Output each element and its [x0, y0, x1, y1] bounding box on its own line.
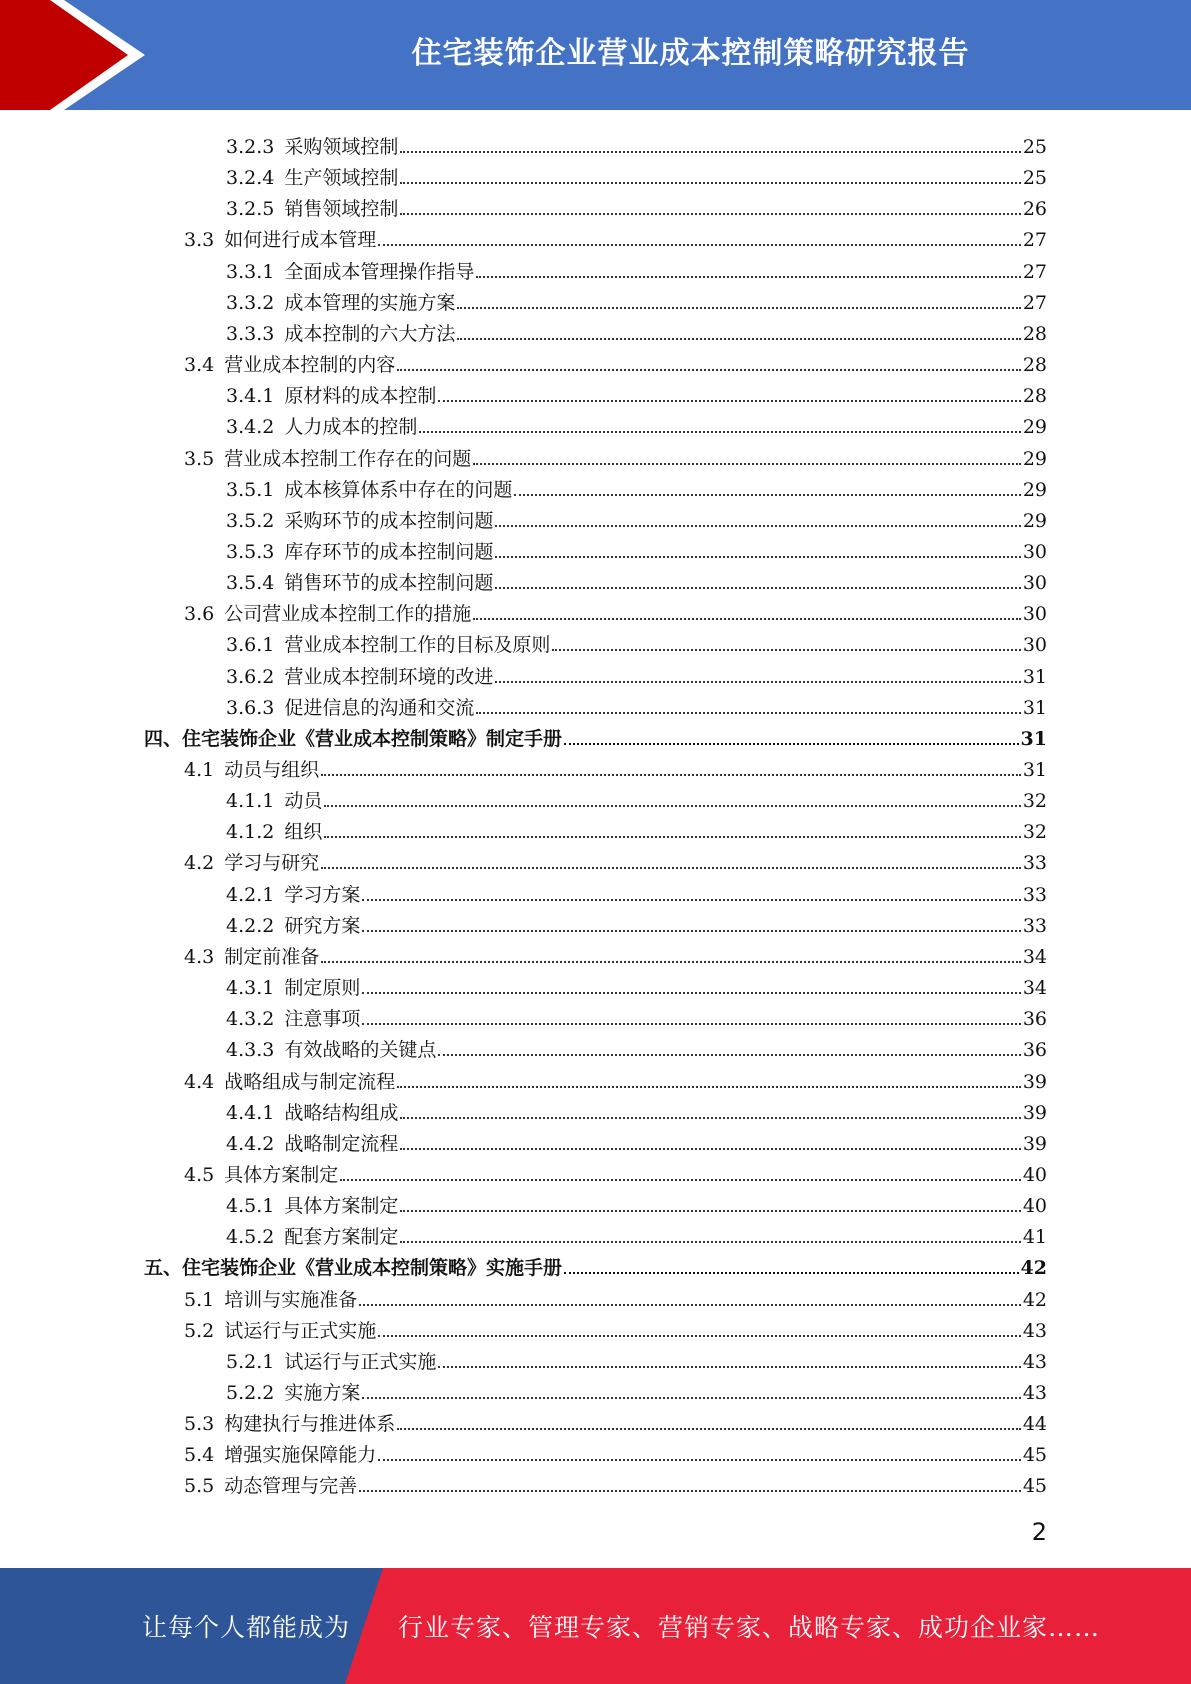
toc-dot-leader — [438, 1366, 1020, 1368]
toc-entry-title: 具体方案制定 — [224, 1163, 339, 1186]
toc-entry-title: 试运行与正式实施 — [224, 1319, 377, 1342]
toc-entry-title: 组织 — [284, 821, 323, 844]
toc-entry[interactable] — [226, 876, 1047, 907]
toc-entry-page: 40 — [1022, 1163, 1047, 1186]
toc-dot-leader — [457, 338, 1020, 340]
toc-entry-title: 制定原则 — [284, 977, 361, 1000]
toc-entry-title: 采购环节的成本控制问题 — [284, 509, 494, 532]
toc-dot-leader — [552, 649, 1020, 651]
toc-entry-title: 战略结构组成 — [284, 1101, 399, 1124]
toc-dot-leader — [359, 1304, 1021, 1306]
toc-entry[interactable] — [184, 844, 1047, 875]
toc-dot-leader — [495, 556, 1020, 558]
toc-entry-page: 42 — [1022, 1288, 1047, 1311]
toc-dot-leader — [400, 151, 1020, 153]
toc-dot-leader — [419, 431, 1020, 433]
toc-entry-page: 43 — [1022, 1382, 1047, 1404]
toc-dot-leader — [321, 867, 1021, 869]
toc-entry[interactable] — [184, 1436, 1047, 1467]
toc-dot-leader — [495, 587, 1020, 589]
toc-entry-title: 学习方案 — [284, 883, 361, 906]
toc-entry-number: 3.6.1 — [226, 634, 275, 657]
toc-entry-title: 公司营业成本控制工作的措施 — [224, 603, 472, 626]
toc-entry-number: 4.5.1 — [226, 1195, 275, 1218]
toc-entry[interactable] — [144, 720, 1047, 751]
toc-entry-title: 试运行与正式实施 — [284, 1350, 437, 1373]
toc-entry-title: 四、住宅装饰企业《营业成本控制策略》制定手册 — [144, 727, 563, 750]
toc-dot-leader — [400, 1210, 1020, 1212]
toc-entry[interactable] — [226, 689, 1047, 720]
toc-entry-number: 3.3.2 — [226, 291, 275, 314]
toc-entry-page: 29 — [1022, 509, 1047, 532]
toc-entry-page: 33 — [1022, 914, 1047, 937]
toc-dot-leader — [321, 961, 1021, 963]
toc-entry[interactable] — [226, 471, 1047, 502]
toc-entry-title: 有效战略的关键点 — [284, 1039, 437, 1062]
toc-entry-number: 3.5.1 — [226, 478, 275, 501]
toc-entry-number: 3.4 — [184, 354, 215, 377]
toc-dot-leader — [362, 1023, 1020, 1025]
toc-entry[interactable] — [226, 284, 1047, 315]
toc-entry[interactable] — [226, 1000, 1047, 1031]
toc-entry-page: 33 — [1022, 852, 1047, 875]
toc-entry-title: 人力成本的控制 — [284, 416, 418, 439]
toc-entry-page: 44 — [1022, 1413, 1047, 1436]
toc-entry-page: 36 — [1022, 1008, 1047, 1031]
toc-entry[interactable] — [226, 626, 1047, 657]
page-footer — [0, 1568, 1191, 1684]
toc-entry-number: 3.3 — [184, 229, 215, 252]
toc-dot-leader — [362, 930, 1020, 932]
toc-dot-leader — [564, 743, 1019, 745]
toc-entry-title: 学习与研究 — [224, 852, 320, 875]
toc-entry[interactable] — [226, 377, 1047, 408]
toc-entry-title: 动员与组织 — [224, 759, 320, 781]
toc-entry-title: 制定前准备 — [224, 945, 320, 968]
toc-entry-page: 40 — [1022, 1195, 1047, 1218]
toc-dot-leader — [397, 1428, 1021, 1430]
toc-entry[interactable] — [226, 658, 1047, 689]
toc-entry[interactable] — [226, 813, 1047, 844]
toc-dot-leader — [359, 1490, 1021, 1492]
toc-entry-page: 28 — [1022, 385, 1047, 408]
toc-dot-leader — [495, 681, 1020, 683]
toc-entry-page: 32 — [1022, 821, 1047, 844]
toc-dot-leader — [397, 1086, 1021, 1088]
toc-entry-page: 36 — [1022, 1039, 1047, 1062]
toc-dot-leader — [340, 1179, 1021, 1181]
toc-dot-leader — [362, 1397, 1020, 1399]
toc-entry[interactable] — [184, 595, 1047, 626]
toc-dot-leader — [321, 774, 1021, 776]
toc-entry-number: 5.4 — [184, 1444, 215, 1467]
page-number: 2 — [1031, 1518, 1047, 1546]
toc-dot-leader — [400, 1241, 1020, 1243]
toc-dot-leader — [473, 463, 1021, 465]
toc-entry-title: 成本控制的六大方法 — [284, 322, 456, 345]
toc-entry-title: 库存环节的成本控制问题 — [284, 540, 494, 563]
toc-entry-number: 4.5 — [184, 1163, 215, 1186]
toc-entry-number: 4.3.2 — [226, 1008, 275, 1031]
toc-entry-number: 3.3.1 — [226, 260, 275, 283]
toc-entry-number: 4.2 — [184, 852, 215, 875]
toc-entry-title: 营业成本控制工作的目标及原则 — [284, 634, 551, 657]
toc-entry-number: 4.1 — [184, 759, 215, 781]
toc-entry[interactable] — [226, 907, 1047, 938]
toc-entry[interactable] — [226, 1374, 1047, 1405]
toc-dot-leader — [438, 1054, 1020, 1056]
toc-entry-title: 五、住宅装饰企业《营业成本控制策略》实施手册 — [144, 1257, 563, 1280]
toc-entry[interactable] — [226, 159, 1047, 190]
toc-entry-number: 4.1.2 — [226, 821, 275, 844]
toc-entry-title: 培训与实施准备 — [224, 1288, 358, 1311]
toc-entry-number: 3.6.2 — [226, 665, 275, 688]
toc-entry-number: 3.3.3 — [226, 322, 275, 345]
toc-dot-leader — [476, 276, 1020, 278]
toc-entry-title: 营业成本控制工作存在的问题 — [224, 447, 472, 470]
toc-entry[interactable] — [226, 408, 1047, 439]
toc-entry-page: 33 — [1022, 883, 1047, 906]
toc-entry-number: 5.2 — [184, 1319, 215, 1342]
toc-entry-title: 营业成本控制环境的改进 — [284, 665, 494, 688]
toc-entry[interactable] — [226, 253, 1047, 284]
toc-dot-leader — [378, 1335, 1021, 1337]
toc-entry-title: 配套方案制定 — [284, 1226, 399, 1249]
toc-entry-page: 34 — [1022, 977, 1047, 1000]
toc-entry[interactable] — [184, 751, 1047, 782]
toc-entry-page: 41 — [1022, 1226, 1047, 1249]
toc-entry-title: 成本管理的实施方案 — [284, 291, 456, 314]
toc-entry[interactable] — [226, 1343, 1047, 1374]
toc-entry[interactable] — [226, 128, 1047, 159]
toc-dot-leader — [473, 618, 1021, 620]
toc-entry-page: 39 — [1022, 1070, 1047, 1093]
toc-entry-page: 27 — [1022, 291, 1047, 314]
toc-entry-number: 3.2.5 — [226, 198, 275, 221]
toc-entry-title: 采购领域控制 — [284, 136, 399, 158]
toc-entry[interactable] — [226, 1094, 1047, 1125]
toc-entry-page: 39 — [1022, 1132, 1047, 1155]
toc-entry-number: 4.1.1 — [226, 790, 275, 813]
toc-entry-page: 28 — [1022, 322, 1047, 345]
footer-slogan-left: 让每个人都能成为 — [142, 1613, 351, 1642]
toc-entry[interactable] — [226, 1187, 1047, 1218]
toc-entry-page: 31 — [1022, 696, 1047, 719]
toc-entry-page: 26 — [1022, 198, 1047, 221]
toc-entry-title: 成本核算体系中存在的问题 — [284, 478, 513, 501]
toc-entry-number: 5.1 — [184, 1288, 215, 1311]
toc-entry-number: 3.5.2 — [226, 509, 275, 532]
toc-entry-title: 销售领域控制 — [284, 198, 399, 221]
toc-entry-title: 注意事项 — [284, 1008, 361, 1031]
toc-dot-leader — [400, 213, 1020, 215]
toc-entry-number: 4.2.1 — [226, 883, 275, 906]
toc-entry-page: 32 — [1022, 790, 1047, 813]
toc-entry-page: 42 — [1020, 1257, 1047, 1280]
toc-entry-page: 45 — [1022, 1444, 1047, 1467]
toc-entry-number: 5.3 — [184, 1413, 215, 1436]
toc-entry-page: 27 — [1022, 229, 1047, 252]
toc-entry-number: 3.5.3 — [226, 540, 275, 563]
toc-entry[interactable] — [184, 938, 1047, 969]
toc-entry-number: 5.2.1 — [226, 1350, 275, 1373]
toc-entry-page: 31 — [1022, 759, 1047, 781]
toc-entry-page: 29 — [1022, 416, 1047, 439]
toc-entry[interactable] — [184, 221, 1047, 252]
toc-entry-page: 27 — [1022, 260, 1047, 283]
toc-dot-leader — [564, 1272, 1019, 1274]
report-title: 住宅装饰企业营业成本控制策略研究报告 — [411, 36, 970, 71]
toc-entry[interactable] — [184, 440, 1047, 471]
toc-dot-leader — [324, 836, 1020, 838]
toc-entry-title: 动态管理与完善 — [224, 1475, 358, 1498]
toc-entry-title: 动员 — [284, 790, 323, 813]
toc-entry-page: 43 — [1022, 1350, 1047, 1373]
toc-entry-number: 5.2.2 — [226, 1382, 275, 1404]
toc-entry-page: 28 — [1022, 354, 1047, 377]
toc-entry-title: 销售环节的成本控制问题 — [284, 572, 494, 595]
toc-entry-number: 3.4.1 — [226, 385, 275, 408]
toc-entry-title: 如何进行成本管理 — [224, 229, 377, 252]
toc-entry[interactable] — [184, 1281, 1047, 1312]
toc-entry-title: 生产领域控制 — [284, 167, 399, 190]
toc-dot-leader — [476, 712, 1020, 714]
toc-entry-number: 4.2.2 — [226, 914, 275, 937]
toc-entry[interactable] — [226, 782, 1047, 813]
chevron-logo-icon — [0, 0, 160, 110]
toc-entry-title: 营业成本控制的内容 — [224, 354, 396, 377]
toc-dot-leader — [362, 899, 1020, 901]
toc-entry-number: 4.5.2 — [226, 1226, 275, 1249]
toc-entry[interactable] — [184, 346, 1047, 377]
toc-entry-title: 原材料的成本控制 — [284, 385, 437, 408]
toc-entry[interactable] — [226, 564, 1047, 595]
toc-entry-page: 39 — [1022, 1101, 1047, 1124]
toc-entry[interactable] — [144, 1249, 1047, 1280]
toc-entry[interactable] — [184, 1156, 1047, 1187]
toc-entry[interactable] — [226, 1031, 1047, 1062]
toc-entry[interactable] — [226, 533, 1047, 564]
toc-entry-number: 3.4.2 — [226, 416, 275, 439]
toc-entry[interactable] — [184, 1467, 1047, 1498]
toc-dot-leader — [400, 182, 1020, 184]
toc-dot-leader — [514, 494, 1020, 496]
toc-dot-leader — [378, 1459, 1021, 1461]
toc-entry-number: 5.5 — [184, 1475, 215, 1498]
toc-entry-page: 31 — [1020, 727, 1047, 750]
toc-dot-leader — [457, 307, 1020, 309]
toc-entry-title: 研究方案 — [284, 914, 361, 937]
toc-entry[interactable] — [184, 1405, 1047, 1436]
toc-entry-title: 全面成本管理操作指导 — [284, 260, 475, 283]
toc-entry-page: 25 — [1022, 136, 1047, 158]
toc-entry-number: 4.4.1 — [226, 1101, 275, 1124]
toc-entry-page: 43 — [1022, 1319, 1047, 1342]
toc-entry[interactable] — [184, 1063, 1047, 1094]
toc-entry-number: 3.5.4 — [226, 572, 275, 595]
toc-entry[interactable] — [226, 190, 1047, 221]
toc-entry[interactable] — [184, 1312, 1047, 1343]
toc-entry-title: 具体方案制定 — [284, 1195, 399, 1218]
toc-entry[interactable] — [226, 969, 1047, 1000]
toc-entry-page: 30 — [1022, 603, 1047, 626]
toc-dot-leader — [397, 369, 1021, 371]
toc-entry-page: 25 — [1022, 167, 1047, 190]
toc-entry[interactable] — [226, 1218, 1047, 1249]
toc-entry-page: 45 — [1022, 1475, 1047, 1498]
toc-entry-page: 30 — [1022, 634, 1047, 657]
toc-entry-title: 战略组成与制定流程 — [224, 1070, 396, 1093]
toc-entry[interactable] — [226, 502, 1047, 533]
toc-entry-page: 31 — [1022, 665, 1047, 688]
toc-entry-title: 促进信息的沟通和交流 — [284, 696, 475, 719]
toc-entry-page: 30 — [1022, 572, 1047, 595]
toc-dot-leader — [400, 1148, 1020, 1150]
toc-entry-number: 4.4.2 — [226, 1132, 275, 1155]
toc-entry-number: 3.2.3 — [226, 136, 275, 158]
toc-dot-leader — [400, 1117, 1020, 1119]
toc-entry-number: 3.5 — [184, 447, 215, 470]
toc-entry-title: 战略制定流程 — [284, 1132, 399, 1155]
toc-dot-leader — [438, 400, 1020, 402]
toc-entry-number: 4.3 — [184, 945, 215, 968]
toc-entry[interactable] — [226, 1125, 1047, 1156]
toc-entry-page: 29 — [1022, 478, 1047, 501]
toc-entry-number: 4.4 — [184, 1070, 215, 1093]
toc-entry-page: 30 — [1022, 540, 1047, 563]
toc-entry-title: 构建执行与推进体系 — [224, 1413, 396, 1436]
toc-entry-title: 增强实施保障能力 — [224, 1444, 377, 1467]
toc-entry-number: 3.6 — [184, 603, 215, 626]
toc-entry[interactable] — [226, 315, 1047, 346]
toc-entry-number: 3.2.4 — [226, 167, 275, 190]
page-header — [0, 0, 1191, 110]
toc-dot-leader — [495, 525, 1020, 527]
toc-entry-page: 34 — [1022, 945, 1047, 968]
footer-slogan-right: 行业专家、管理专家、营销专家、战略专家、成功企业家…… — [398, 1613, 1101, 1642]
toc-dot-leader — [378, 244, 1021, 246]
toc-dot-leader — [362, 992, 1020, 994]
toc-entry-number: 4.3.1 — [226, 977, 275, 1000]
toc-entry-page: 29 — [1022, 447, 1047, 470]
toc-dot-leader — [324, 805, 1020, 807]
toc-entry-title: 实施方案 — [284, 1382, 361, 1404]
toc-entry-number: 3.6.3 — [226, 696, 275, 719]
toc-entry-number: 4.3.3 — [226, 1039, 275, 1062]
